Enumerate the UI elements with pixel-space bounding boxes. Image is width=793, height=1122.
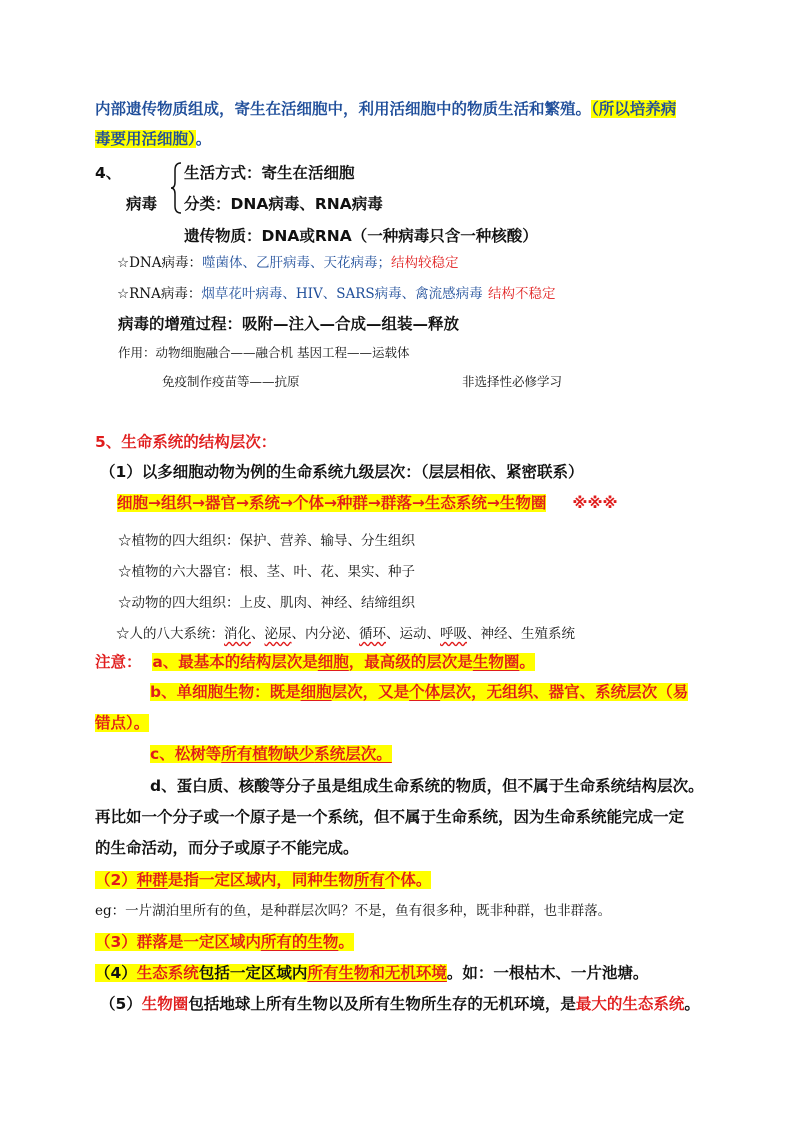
note-b-end: 错点）。 [95, 714, 150, 732]
item-4-part: 包括一定区域内 [198, 964, 308, 982]
note-b-cell: 细胞 [300, 683, 332, 701]
virus-label: 病毒 [126, 195, 158, 213]
intro-highlight: （所以培养病 [591, 100, 677, 118]
virus-use-2b: 非选择性必修学习 [462, 374, 563, 389]
section5-sub1: （1）以多细胞动物为例的生命系统九级层次：（层层相依、紧密联系） [100, 463, 584, 481]
item-5 [100, 993, 700, 1015]
item-3-term: 群落 [136, 933, 168, 951]
dna-items: 噬菌体、乙肝病毒、天花病毒； [202, 255, 391, 271]
system-respiration: 呼吸 [440, 626, 467, 642]
rna-note: 结构不稳定 [488, 286, 556, 302]
item-3-all: 所有的生物 [260, 933, 339, 951]
level-chain-line [117, 492, 618, 514]
note-a-end: 。 [519, 653, 535, 671]
dna-virus-line [117, 251, 459, 274]
item-3-part: 是一定区域内 [167, 933, 261, 951]
item-2-text [95, 871, 431, 889]
note-a-biosphere: 生物圈 [472, 653, 520, 671]
virus-use-2a: 免疫制作疫苗等——抗原 [162, 374, 300, 389]
virus-use-1: 作用：动物细胞融合——融合机 基因工程——运载体 [118, 345, 410, 360]
dna-note: 结构较稳定 [391, 255, 459, 271]
dna-prefix: ☆DNA病毒： [117, 255, 202, 271]
section5-title: 5、生命系统的结构层次： [95, 433, 277, 451]
system-circulation: 循环 [359, 626, 386, 642]
item-2-end: 个体。 [384, 871, 432, 889]
intro-line-1 [95, 98, 676, 120]
brace-icon [170, 162, 182, 214]
item-5-largest: 最大的生态系统 [575, 995, 685, 1013]
note-a-part: ，最高级的层次是 [348, 653, 473, 671]
plant-tissue: ☆植物的四大组织：保护、营养、输导、分生组织 [118, 533, 415, 549]
note-c-system: 系统 [314, 745, 346, 763]
item-3-text [95, 933, 354, 951]
item-2-term: 种群 [136, 871, 168, 889]
item-4-end: 。如：一根枯木、一片池塘。 [446, 964, 649, 982]
note-d-3: 的生命活动，而分子或原子不能完成。 [95, 839, 359, 857]
item-5-part: 包括地球上所有生物以及所有生物所生存的无机环境，是 [188, 995, 576, 1013]
example-line: eg：一片湖泊里所有的鱼，是种群层次吗？不是，鱼有很多种，既非种群，也非群落。 [95, 903, 612, 919]
item-3-num: （3） [95, 933, 137, 951]
item-4-all: 所有生物和无机环境 [307, 964, 447, 982]
note-b [150, 681, 688, 703]
item-4-text [95, 964, 447, 982]
animal-tissue: ☆动物的四大组织：上皮、肌肉、神经、结缔组织 [118, 595, 415, 611]
rna-items: 烟草花叶病毒、HIV、SARS病毒、禽流感病毒 [201, 286, 483, 302]
intro-end: 。 [195, 130, 212, 148]
note-c-part: c、松树等 [150, 745, 222, 763]
virus-genetic: 遗传物质：DNA或RNA（一种病毒只含一种核酸） [184, 227, 538, 245]
note-a-cell: 细胞 [317, 653, 349, 671]
note-d-1: d、蛋白质、核酸等分子虽是组成生命系统的物质，但不属于生命系统结构层次。 [150, 777, 704, 795]
virus-process: 病毒的增殖过程：吸附—注入—合成—组装—释放 [118, 315, 460, 333]
item-5-end: 。 [684, 995, 700, 1013]
intro-highlight-2: 毒要用活细胞） [95, 130, 196, 148]
item-5-term: 生物圈 [141, 995, 189, 1013]
intro-text: 内部遗传物质组成，寄生在活细胞中，利用活细胞中的物质生活和繁殖。 [95, 100, 592, 118]
note-b-part: b、单细胞生物：既是 [150, 683, 301, 701]
note-b-text [150, 683, 688, 701]
virus-number: 4、 [95, 164, 122, 182]
note-c-end: 层次。 [345, 745, 392, 763]
item-2-part: 是指一定区域内，同种生物 [167, 871, 354, 889]
intro-line-2 [95, 128, 211, 150]
item-2 [95, 869, 431, 891]
note-c-plants: 所有植物缺少 [221, 745, 315, 763]
note-a [95, 651, 535, 673]
note-d-2: 再比如一个分子或一个原子是一个系统，但不属于生命系统，因为生命系统能完成一定 [95, 808, 685, 826]
note-label: 注意： [95, 653, 142, 671]
system-digestion: 消化 [224, 626, 251, 642]
level-chain: 细胞→组织→器官→系统→个体→种群→群落→生态系统→生物圈 [117, 494, 547, 512]
item-4 [95, 962, 648, 984]
rna-prefix: ☆RNA病毒： [117, 286, 202, 302]
note-c [150, 743, 392, 765]
item-2-all: 所有 [353, 871, 385, 889]
item-4-term: 生态系统 [136, 964, 199, 982]
note-b-individual: 个体 [409, 683, 441, 701]
separator: 、内分泌、 [291, 626, 359, 642]
item-5-num: （5） [100, 995, 142, 1013]
note-a-part: a、最基本的结构层次是 [152, 653, 318, 671]
note-c-text [150, 745, 392, 763]
note-b-part: 层次，无组织、器官、系统层次（易 [440, 683, 689, 701]
virus-class: 分类：DNA病毒、RNA病毒 [184, 195, 383, 213]
system-urinary: 泌尿 [264, 626, 292, 642]
human-systems-label: ☆人的八大系统： [116, 626, 224, 642]
stars: ※※※ [572, 494, 618, 512]
item-3 [95, 931, 354, 953]
plant-organ: ☆植物的六大器官：根、茎、叶、花、果实、种子 [118, 564, 415, 580]
separator: 、运动、 [386, 626, 440, 642]
separator: 、神经、生殖系统 [467, 626, 575, 642]
item-3-end: 。 [338, 933, 354, 951]
virus-life: 生活方式：寄生在活细胞 [184, 164, 355, 182]
note-a-text [152, 653, 535, 671]
note-b-cont [95, 712, 149, 734]
rna-virus-line [117, 282, 556, 305]
human-systems [116, 623, 575, 645]
separator: 、 [251, 626, 265, 642]
item-2-num: （2） [95, 871, 137, 889]
note-b-part: 层次，又是 [331, 683, 410, 701]
item-4-num: （4） [95, 964, 137, 982]
